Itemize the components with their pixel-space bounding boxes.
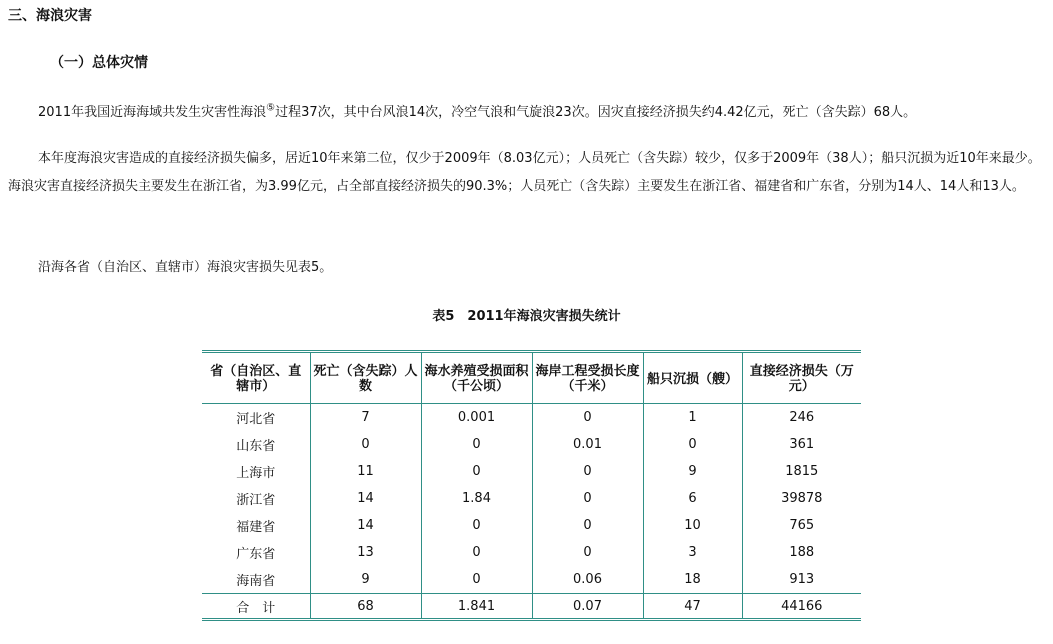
table-row [202, 566, 861, 594]
cell-province: 福建省 [236, 520, 276, 535]
total-deaths: 68 [310, 594, 421, 620]
footnote-marker[interactable]: ⑤ [266, 102, 276, 114]
cell-coastal-works: 0 [532, 485, 643, 512]
section-heading: 三、海浪灾害 [8, 8, 92, 24]
cell-deaths: 7 [310, 404, 421, 432]
cell-aquaculture: 0.001 [421, 404, 532, 432]
cell-coastal-works: 0.06 [532, 566, 643, 594]
cell-deaths: 9 [310, 566, 421, 594]
table-row [202, 431, 861, 458]
header-vessels: 船只沉损（艘） [643, 352, 742, 404]
cell-aquaculture: 0 [421, 539, 532, 566]
cell-coastal-works: 0.01 [532, 431, 643, 458]
header-economic-loss: 直接经济损失（万元） [742, 352, 861, 404]
loss-table-container [202, 350, 861, 621]
cell-economic-loss: 765 [742, 512, 861, 539]
loss-table [202, 350, 861, 621]
paragraph-overview-text-a: 2011年我国近海海域共发生灾害性海浪 [38, 105, 267, 120]
total-label: 合 计 [202, 594, 310, 620]
cell-deaths: 0 [310, 431, 421, 458]
total-vessels: 47 [643, 594, 742, 620]
cell-deaths: 14 [310, 512, 421, 539]
header-deaths: 死亡（含失踪）人数 [310, 352, 421, 404]
header-aquaculture: 海水养殖受损面积（千公顷） [421, 352, 532, 404]
cell-economic-loss: 39878 [742, 485, 861, 512]
header-province: 省（自治区、直辖市） [202, 352, 310, 404]
cell-province: 广东省 [236, 547, 276, 562]
table-total-row [202, 594, 861, 620]
cell-economic-loss: 913 [742, 566, 861, 594]
cell-vessels: 1 [643, 404, 742, 432]
cell-economic-loss: 188 [742, 539, 861, 566]
paragraph-analysis: 本年度海浪灾害造成的直接经济损失偏多，居近10年来第二位，仅少于2009年（8.03亿元）；人员死亡（含失踪）较少，仅多于2009年（38人）；船只沉损为近10年来最少。海浪灾害直接经济损失主要发生在浙江省，为3.99亿元，占全部直接经济损失的90.3%；人员死亡（含失踪）主要发生在浙江省、福建省和广东省，分别为14人、14人和13人。 [8, 151, 1041, 194]
cell-vessels: 10 [643, 512, 742, 539]
table-header-row [202, 352, 861, 404]
paragraph-overview [8, 99, 1048, 127]
cell-economic-loss: 361 [742, 431, 861, 458]
cell-coastal-works: 0 [532, 539, 643, 566]
cell-province: 浙江省 [236, 493, 276, 508]
cell-aquaculture: 0 [421, 566, 532, 594]
cell-aquaculture: 0 [421, 431, 532, 458]
paragraph-overview-text-b: 过程37次，其中台风浪14次，冷空气浪和气旋浪23次。因灾直接经济损失约4.42亿元，死亡（含失踪）68人。 [275, 105, 917, 120]
cell-vessels: 3 [643, 539, 742, 566]
cell-coastal-works: 0 [532, 512, 643, 539]
cell-coastal-works: 0 [532, 404, 643, 432]
cell-province: 河北省 [236, 412, 276, 427]
paragraph-table-ref: 沿海各省（自治区、直辖市）海浪灾害损失见表5。 [38, 260, 333, 275]
table-row [202, 539, 861, 566]
cell-province: 海南省 [236, 574, 276, 589]
table-row [202, 512, 861, 539]
header-coastal-works: 海岸工程受损长度（千米） [532, 352, 643, 404]
cell-deaths: 14 [310, 485, 421, 512]
cell-economic-loss: 1815 [742, 458, 861, 485]
table-caption: 表5 2011年海浪灾害损失统计 [432, 309, 621, 324]
total-aquaculture: 1.841 [421, 594, 532, 620]
cell-coastal-works: 0 [532, 458, 643, 485]
table-row [202, 458, 861, 485]
cell-economic-loss: 246 [742, 404, 861, 432]
table-row [202, 485, 861, 512]
cell-deaths: 13 [310, 539, 421, 566]
cell-deaths: 11 [310, 458, 421, 485]
cell-aquaculture: 0 [421, 512, 532, 539]
total-economic-loss: 44166 [742, 594, 861, 620]
cell-aquaculture: 1.84 [421, 485, 532, 512]
cell-province: 上海市 [236, 466, 276, 481]
cell-vessels: 0 [643, 431, 742, 458]
cell-vessels: 6 [643, 485, 742, 512]
table-row [202, 404, 861, 432]
cell-vessels: 9 [643, 458, 742, 485]
subsection-heading: （一）总体灾情 [50, 55, 148, 71]
cell-vessels: 18 [643, 566, 742, 594]
cell-province: 山东省 [236, 439, 276, 454]
cell-aquaculture: 0 [421, 458, 532, 485]
total-coastal-works: 0.07 [532, 594, 643, 620]
